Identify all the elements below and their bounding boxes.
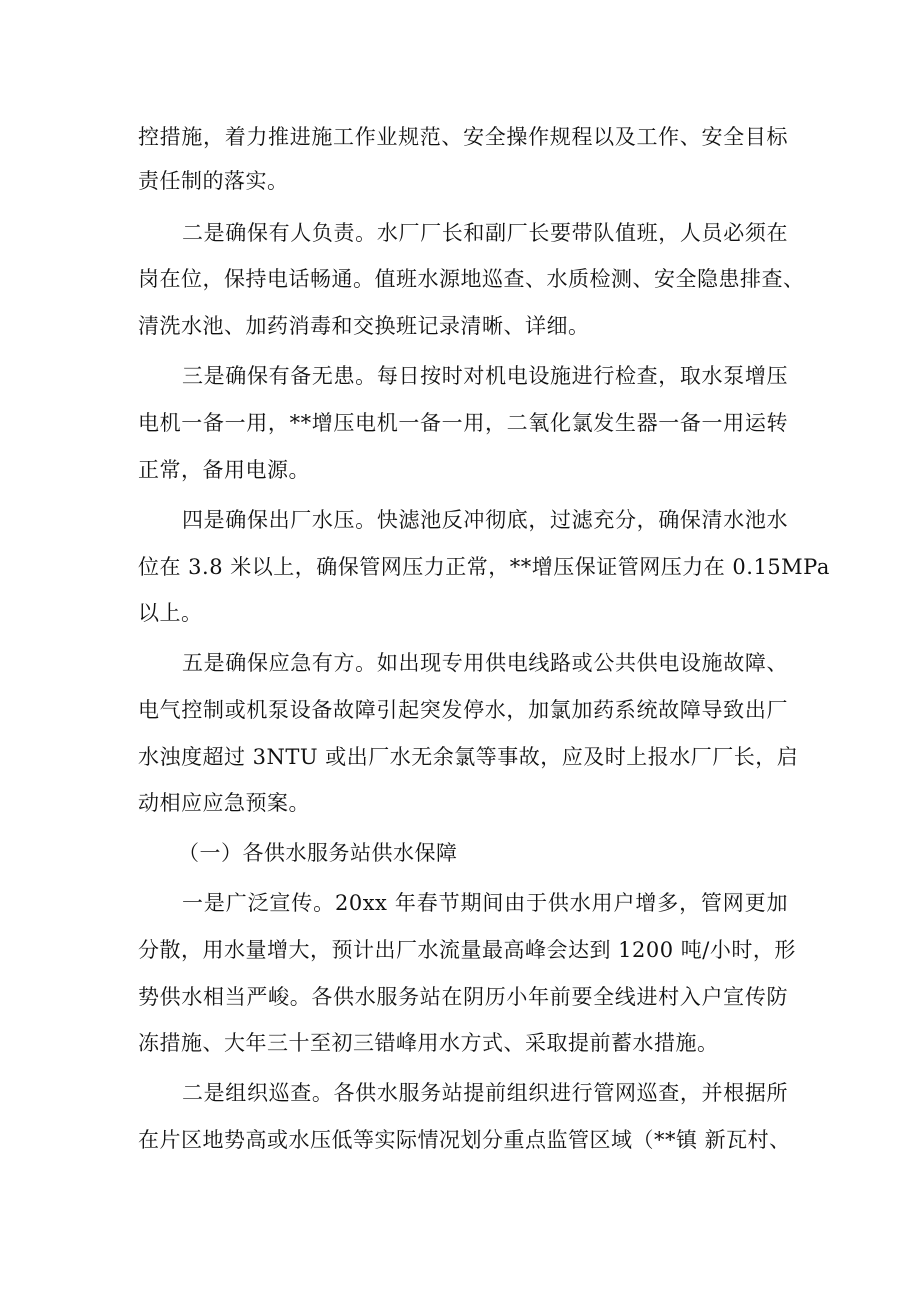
paragraph-line: 清洗水池、加药消毒和交换班记录清晰、详细。	[138, 314, 590, 338]
paragraph-line: 位在 3.8 米以上，确保管网压力正常，**增压保证管网压力在 0.15MPa	[138, 555, 830, 579]
paragraph-line: 势供水相当严峻。各供水服务站在阴历小年前要全线进村入户宣传防	[138, 985, 788, 1009]
paragraph-line: 正常，备用电源。	[138, 458, 310, 482]
paragraph-line: 二是组织巡查。各供水服务站提前组织进行管网巡查，并根据所	[182, 1081, 788, 1105]
paragraph-line: 二是确保有人负责。水厂厂长和副厂长要带队值班，人员必须在	[182, 221, 788, 245]
paragraph-line: 五是确保应急有方。如出现专用供电线路或公共供电设施故障、	[182, 651, 788, 675]
section-heading: （一）各供水服务站供水保障	[178, 841, 458, 865]
paragraph-line: 冻措施、大年三十至初三错峰用水方式、采取提前蓄水措施。	[138, 1031, 719, 1055]
paragraph-line: 控措施，着力推进施工作业规范、安全操作规程以及工作、安全目标	[138, 125, 788, 149]
paragraph-line: 水浊度超过 3NTU 或出厂水无余氯等事故，应及时上报水厂厂长，启	[138, 745, 799, 769]
paragraph-line: 三是确保有备无患。每日按时对机电设施进行检查，取水泵增压	[182, 364, 788, 388]
paragraph-line: 责任制的落实。	[138, 169, 289, 193]
paragraph-line: 四是确保出厂水压。快滤池反冲彻底，过滤充分，确保清水池水	[182, 508, 788, 532]
paragraph-line: 分散，用水量增大，预计出厂水流量最高峰会达到 1200 吨/小时，形	[138, 938, 796, 962]
paragraph-line: 岗在位，保持电话畅通。值班水源地巡查、水质检测、安全隐患排查、	[138, 267, 805, 291]
paragraph-line: 以上。	[138, 601, 203, 625]
paragraph-line: 在片区地势高或水压低等实际情况划分重点监管区域（**镇 新瓦村、	[138, 1128, 791, 1152]
paragraph-line: 电气控制或机泵设备故障引起突发停水，加氯加药系统故障导致出厂	[138, 698, 788, 722]
paragraph-line: 一是广泛宣传。20xx 年春节期间由于供水用户增多，管网更加	[182, 891, 788, 915]
paragraph-line: 动相应应急预案。	[138, 791, 310, 815]
paragraph-line: 电机一备一用，**增压电机一备一用，二氧化氯发生器一备一用运转	[138, 411, 788, 435]
